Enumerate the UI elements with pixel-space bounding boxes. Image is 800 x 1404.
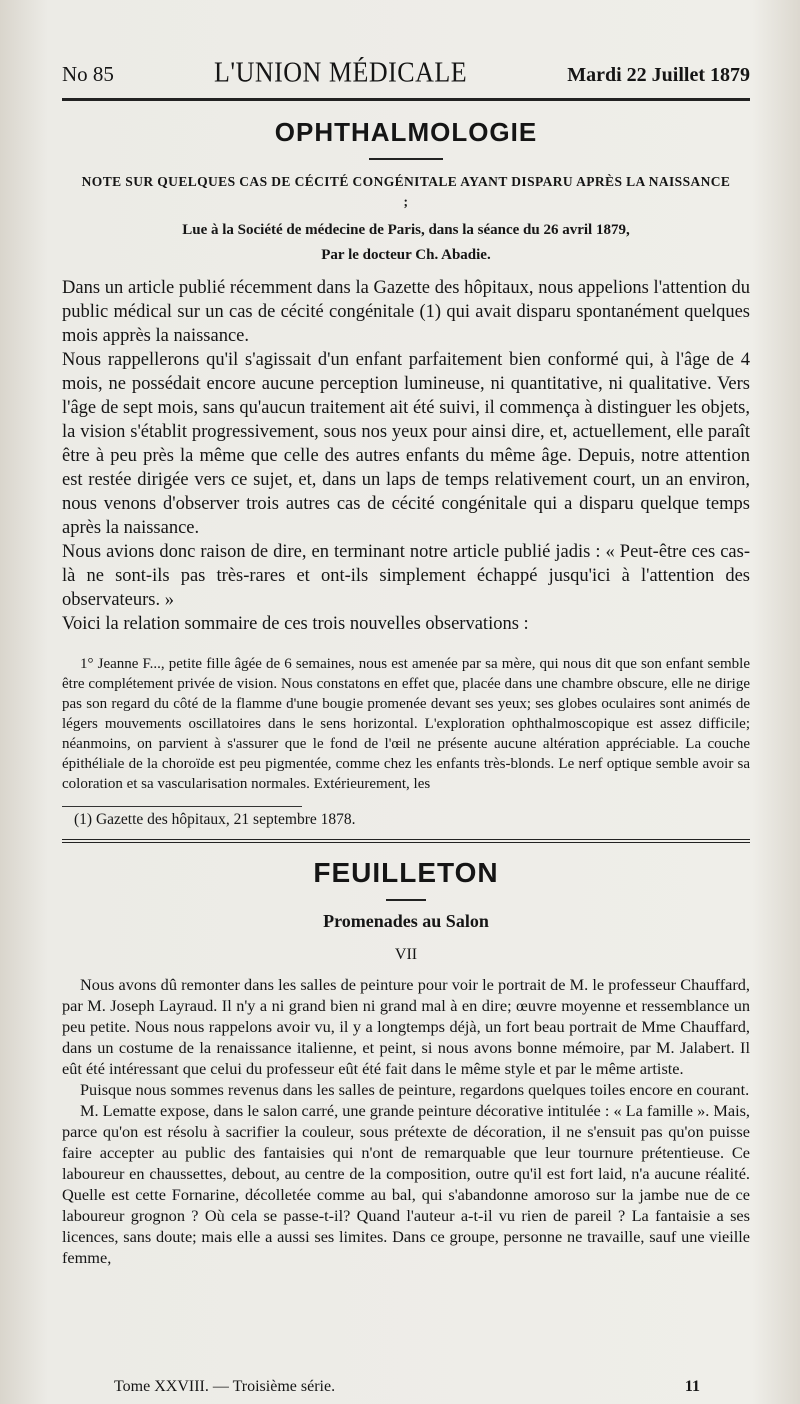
- feuilleton-subtitle: Promenades au Salon: [323, 911, 489, 931]
- feuilleton-body: [62, 974, 750, 1268]
- issue-date: Mardi 22 Juillet 1879: [567, 64, 750, 86]
- article-paragraph: Nous rappellerons qu'il s'agissait d'un enfant parfaitement bien conformé qui, à l'âge de 4 mois, ne possédait encore aucune perception lumineuse, ni quantitative, ni qualitative. Vers l'âge de sept mois, sans qu'aucun traitement ait été suivi, il commença à distinguer les objets, la vision s'établit progressivement, sous nos yeux pour ainsi dire, et, actuellement, elle paraît être à peu près la même que celle des autres enfants du même âge. Depuis, notre attention est restée dirigée vers ce sujet, et, dans un laps de temps relativement court, un an environ, nous venons d'observer trois autres cas de cécité congénitale qui a disparu quelque temps après la naissance.: [62, 350, 750, 538]
- feuilleton-title: FEUILLETON: [313, 857, 499, 888]
- feuilleton-paragraph: M. Lematte expose, dans le salon carré, une grande peinture décorative intitulée : « La famille ». Mais, parce qu'on est résolu à sacrifier la couleur, sous prétexte de décoration, il ne s'ensuit pas qu'on puisse faire accepter au public des fantaisies qui n'ont de remarquable que leur tournure prétentieuse. Ce laboureur en chaussettes, debout, au centre de la composition, outre qu'il est fort laid, n'a aucune réalité. Quelle est cette Fornarine, décolletée comme au bal, qui s'abandonne amoroso sur la jambe nue de ce laboureur grognon ? Où cela se passe-t-il? Quand l'auteur a-t-il vu rien de pareil ? La fantaisie a ses licences, sans doute; mais elle a aussi ses limites. Dans ce groupe, personne ne travaille, sauf une vieille femme,: [62, 1101, 750, 1267]
- feuilleton-paragraph: Nous avons dû remonter dans les salles de peinture pour voir le portrait de M. le professeur Chauffard, par M. Joseph Layraud. Il n'y a ni grand bien ni grand mal à en dire; œuvre moyenne et ressemblance un peu petite. Nous nous rappelons avoir vu, il y a longtemps déjà, un fort beau portrait de Mme Chauffard, dans un costume de la renaissance italienne, et peint, si nous avons bonne mémoire, par M. Jalabert. Il eût été intéressant que celui du professeur eût été fait dans le même style et par le même artiste.: [62, 975, 750, 1078]
- section-divider: [369, 158, 443, 160]
- header-rule: [62, 98, 750, 101]
- masthead: [62, 58, 750, 88]
- article-author: Par le docteur Ch. Abadie.: [321, 247, 491, 263]
- journal-name: L'UNION MÉDICALE: [214, 56, 468, 89]
- article-body: [62, 276, 750, 636]
- case-paragraph: 1° Jeanne F..., petite fille âgée de 6 semaines, nous est amenée par sa mère, qui nous dit que son enfant semble être complétement privée de vision. Nous constatons en effet que, placée dans une chambre obscure, elle ne dirige pas son regard du côté de la flamme d'une bougie promenée devant ses yeux; ses globes oculaires sont animés de légers mouvements oscillatoires dans le sens horizontal. L'exploration ophthalmoscopique est assez difficile; néanmoins, on parvient à s'assurer que le fond de l'œil ne présente aucune altération appréciable. La couche épithéliale de la choroïde est peu pigmentée, comme chez les enfants très-blonds. Le nerf optique semble avoir sa coloration et sa vascularisation normales. Extérieurement, les: [62, 656, 750, 792]
- article-paragraph: Dans un article publié récemment dans la Gazette des hôpitaux, nous appelions l'attention du public médical sur un cas de cécité congénitale (1) qui avait disparu spontanément quelques mois apprès la naissance.: [62, 278, 750, 346]
- case-description: [62, 654, 750, 794]
- feuilleton-paragraph: Puisque nous sommes revenus dans les salles de peinture, regardons quelques toiles encore en courant.: [80, 1080, 750, 1099]
- article-read-at: Lue à la Société de médecine de Paris, dans la séance du 26 avril 1879,: [182, 222, 630, 238]
- feuilleton-rule: [62, 839, 750, 843]
- page-number: 11: [684, 1378, 700, 1395]
- chapter-number: VII: [394, 946, 418, 963]
- article-paragraph: Nous avions donc raison de dire, en terminant notre article publié jadis : « Peut-être ces cas-là ne sont-ils pas très-rares et ont-ils simplement échappé jusqu'ici à l'attention des observateurs. »: [62, 542, 750, 610]
- footnote-rule: [62, 806, 302, 807]
- volume-info: Tome XXVIII. — Troisième série.: [114, 1378, 336, 1395]
- footnote: (1) Gazette des hôpitaux, 21 septembre 1878.: [74, 811, 356, 828]
- section-title: OPHTHALMOLOGIE: [274, 117, 538, 147]
- feuilleton-divider: [386, 899, 426, 901]
- article-paragraph: Voici la relation sommaire de ces trois nouvelles observations :: [62, 614, 529, 634]
- issue-number: No 85: [62, 62, 114, 86]
- page-footer: [114, 1378, 700, 1396]
- article-title: NOTE SUR QUELQUES CAS DE CÉCITÉ CONGÉNITALE AYANT DISPARU APRÈS LA NAISSANCE ;: [81, 174, 731, 209]
